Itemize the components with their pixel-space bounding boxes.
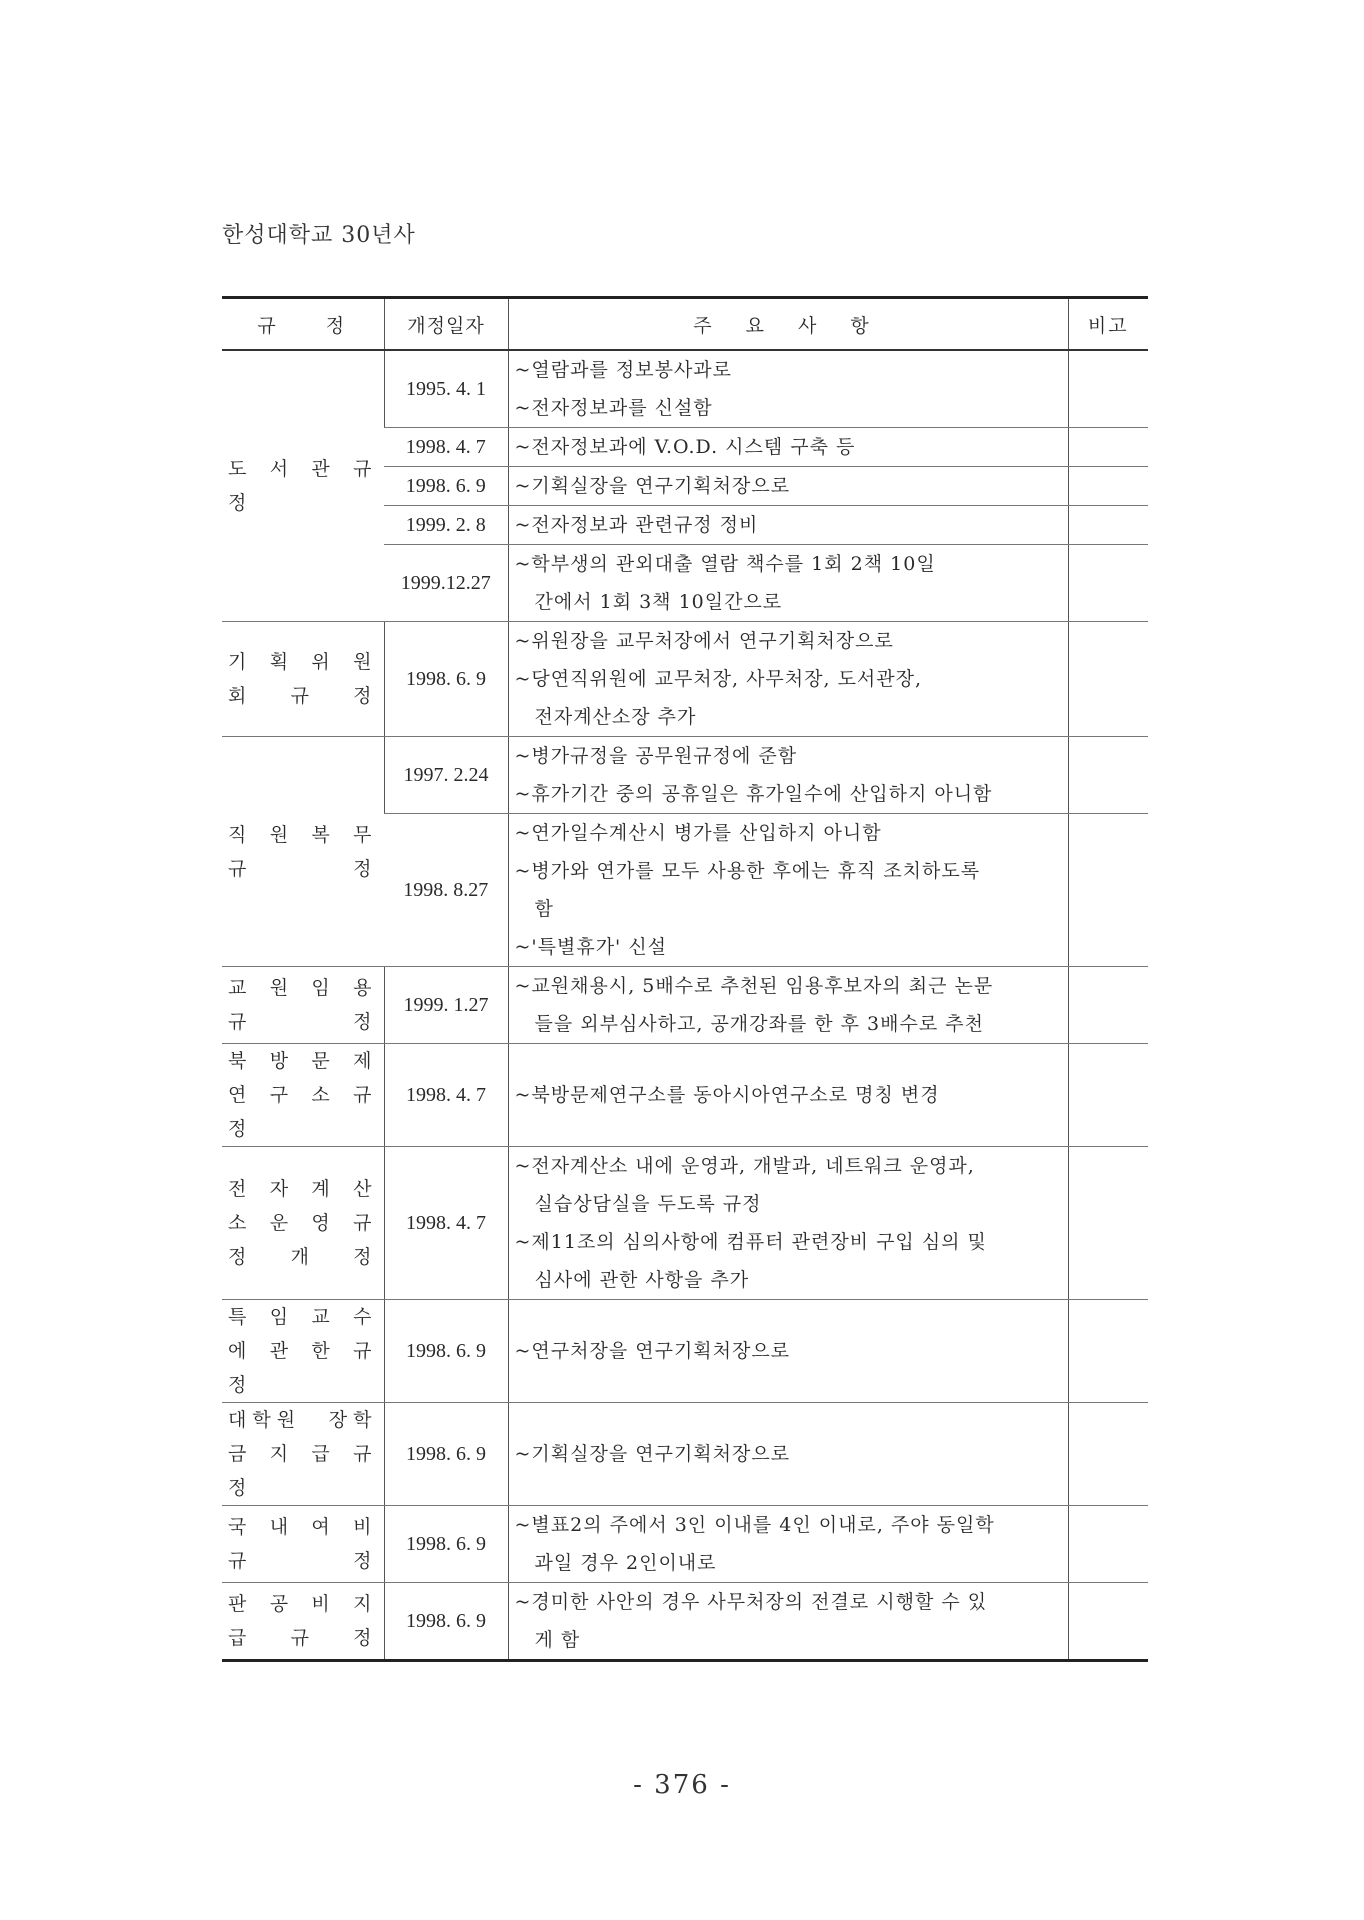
revision-date-cell: 1998. 4. 7: [384, 1147, 508, 1300]
change-item: ~북방문제연구소를 동아시아연구소로 명칭 변경: [514, 1084, 940, 1106]
running-head-title: 한성대학교 30년사: [222, 223, 416, 248]
header-regulation: 규 정: [222, 298, 384, 351]
table-row: [222, 1583, 1148, 1661]
change-item: 게 함: [534, 1629, 581, 1651]
revision-date-cell: 1999.12.27: [384, 545, 508, 622]
note-cell: [1068, 350, 1148, 428]
revision-date-cell: 1997. 2.24: [384, 737, 508, 814]
change-content-cell: [508, 467, 1068, 506]
revision-date-cell: 1998. 6. 9: [384, 622, 508, 737]
revision-date-cell: 1998. 6. 9: [384, 1506, 508, 1583]
regulation-name-cell: 대학원 장학금 지 급 규 정: [222, 1403, 384, 1506]
change-item: ~당연직위원에 교무처장, 사무처장, 도서관장,: [514, 668, 923, 690]
change-item: ~별표2의 주에서 3인 이내를 4인 이내로, 주야 동일학: [514, 1514, 995, 1536]
page-number: - 376 -: [633, 1770, 731, 1800]
header-note: 비고: [1068, 298, 1148, 351]
regulation-name-cell: 판 공 비 지 급 규 정: [222, 1583, 384, 1661]
note-cell: [1068, 428, 1148, 467]
note-cell: [1068, 1147, 1148, 1300]
change-item: 함: [534, 898, 554, 920]
change-content-cell: [508, 1403, 1068, 1506]
change-item: 간에서 1회 3책 10일간으로: [534, 591, 783, 613]
change-item: ~연가일수계산시 병가를 산입하지 아니함: [514, 822, 882, 844]
change-item: ~기획실장을 연구기획처장으로: [514, 1443, 791, 1465]
change-content-cell: [508, 1147, 1068, 1300]
regulation-name-cell: 국 내 여 비 규 정: [222, 1506, 384, 1583]
note-cell: [1068, 1044, 1148, 1147]
table-row: [222, 1147, 1148, 1300]
change-item: 심사에 관한 사항을 추가: [534, 1269, 750, 1291]
change-item: ~위원장을 교무처장에서 연구기획처장으로: [514, 630, 894, 652]
change-item: 과일 경우 2인이내로: [534, 1552, 717, 1574]
change-content-cell: [508, 1506, 1068, 1583]
change-item: ~경미한 사안의 경우 사무처장의 전결로 시행할 수 있: [514, 1591, 988, 1613]
revision-date-cell: 1999. 1.27: [384, 967, 508, 1044]
note-cell: [1068, 467, 1148, 506]
change-item: ~기획실장을 연구기획처장으로: [514, 475, 791, 497]
table-row: [222, 1300, 1148, 1403]
note-cell: [1068, 814, 1148, 967]
revision-date-cell: 1998. 6. 9: [384, 1300, 508, 1403]
revision-date-cell: 1999. 2. 8: [384, 506, 508, 545]
change-content-cell: [508, 1583, 1068, 1661]
table-row: [222, 1506, 1148, 1583]
change-item: ~교원채용시, 5배수로 추천된 임용후보자의 최근 논문: [514, 975, 994, 997]
change-item: ~병가와 연가를 모두 사용한 후에는 휴직 조치하도록: [514, 860, 981, 882]
note-cell: [1068, 1583, 1148, 1661]
change-item: 들을 외부심사하고, 공개강좌를 한 후 3배수로 추천: [534, 1013, 984, 1035]
regulation-name-cell: 북 방 문 제 연 구 소 규 정: [222, 1044, 384, 1147]
header-revision-date: 개정일자: [384, 298, 508, 351]
table-row: [222, 737, 1148, 814]
change-item: ~열람과를 정보봉사과로: [514, 359, 732, 381]
change-item: ~전자정보과에 V.O.D. 시스템 구축 등: [514, 436, 856, 458]
change-content-cell: [508, 506, 1068, 545]
revision-date-cell: 1998. 6. 9: [384, 1583, 508, 1661]
change-item: 실습상담실을 두도록 규정: [534, 1193, 762, 1215]
note-cell: [1068, 545, 1148, 622]
change-content-cell: [508, 1044, 1068, 1147]
regulation-name-cell: 기 획 위 원 회 규 정: [222, 622, 384, 737]
note-cell: [1068, 737, 1148, 814]
change-content-cell: [508, 737, 1068, 814]
change-item: ~학부생의 관외대출 열람 책수를 1회 2책 10일: [514, 553, 936, 575]
regulation-name-cell: 특 임 교 수 에 관 한 규 정: [222, 1300, 384, 1403]
note-cell: [1068, 622, 1148, 737]
table-row: [222, 1403, 1148, 1506]
change-content-cell: [508, 350, 1068, 428]
regulation-name-cell: 도 서 관 규 정: [222, 350, 384, 622]
table-row: [222, 350, 1148, 428]
revision-date-cell: 1998. 4. 7: [384, 1044, 508, 1147]
change-item: ~'특별휴가' 신설: [514, 936, 668, 958]
header-main-content: 주 요 사 항: [508, 298, 1068, 351]
note-cell: [1068, 1506, 1148, 1583]
change-item: ~제11조의 심의사항에 컴퓨터 관련장비 구입 심의 및: [514, 1231, 987, 1253]
regulation-name-cell: 전 자 계 산 소 운 영 규 정 개 정: [222, 1147, 384, 1300]
revision-date-cell: 1998. 6. 9: [384, 1403, 508, 1506]
table-header-row: [222, 298, 1148, 351]
change-content-cell: [508, 1300, 1068, 1403]
table-row: [222, 967, 1148, 1044]
regulation-revision-table: [222, 296, 1148, 1662]
note-cell: [1068, 1403, 1148, 1506]
note-cell: [1068, 967, 1148, 1044]
note-cell: [1068, 506, 1148, 545]
table-body: [222, 350, 1148, 1661]
revision-date-cell: 1998. 4. 7: [384, 428, 508, 467]
change-content-cell: [508, 428, 1068, 467]
change-item: ~전자정보과 관련규정 정비: [514, 514, 759, 536]
revision-date-cell: 1998. 8.27: [384, 814, 508, 967]
regulation-name-cell: 직 원 복 무 규 정: [222, 737, 384, 967]
table-row: [222, 1044, 1148, 1147]
revision-date-cell: 1998. 6. 9: [384, 467, 508, 506]
change-content-cell: [508, 814, 1068, 967]
revision-date-cell: 1995. 4. 1: [384, 350, 508, 428]
change-content-cell: [508, 967, 1068, 1044]
regulation-name-cell: 교 원 임 용 규 정: [222, 967, 384, 1044]
change-item: ~병가규정을 공무원규정에 준함: [514, 745, 798, 767]
change-item: ~전자정보과를 신설함: [514, 397, 713, 419]
change-item: 전자계산소장 추가: [534, 706, 697, 728]
note-cell: [1068, 1300, 1148, 1403]
change-item: ~전자계산소 내에 운영과, 개발과, 네트워크 운영과,: [514, 1155, 975, 1177]
table-row: [222, 622, 1148, 737]
change-content-cell: [508, 545, 1068, 622]
change-item: ~휴가기간 중의 공휴일은 휴가일수에 산입하지 아니함: [514, 783, 993, 805]
change-item: ~연구처장을 연구기획처장으로: [514, 1340, 791, 1362]
change-content-cell: [508, 622, 1068, 737]
